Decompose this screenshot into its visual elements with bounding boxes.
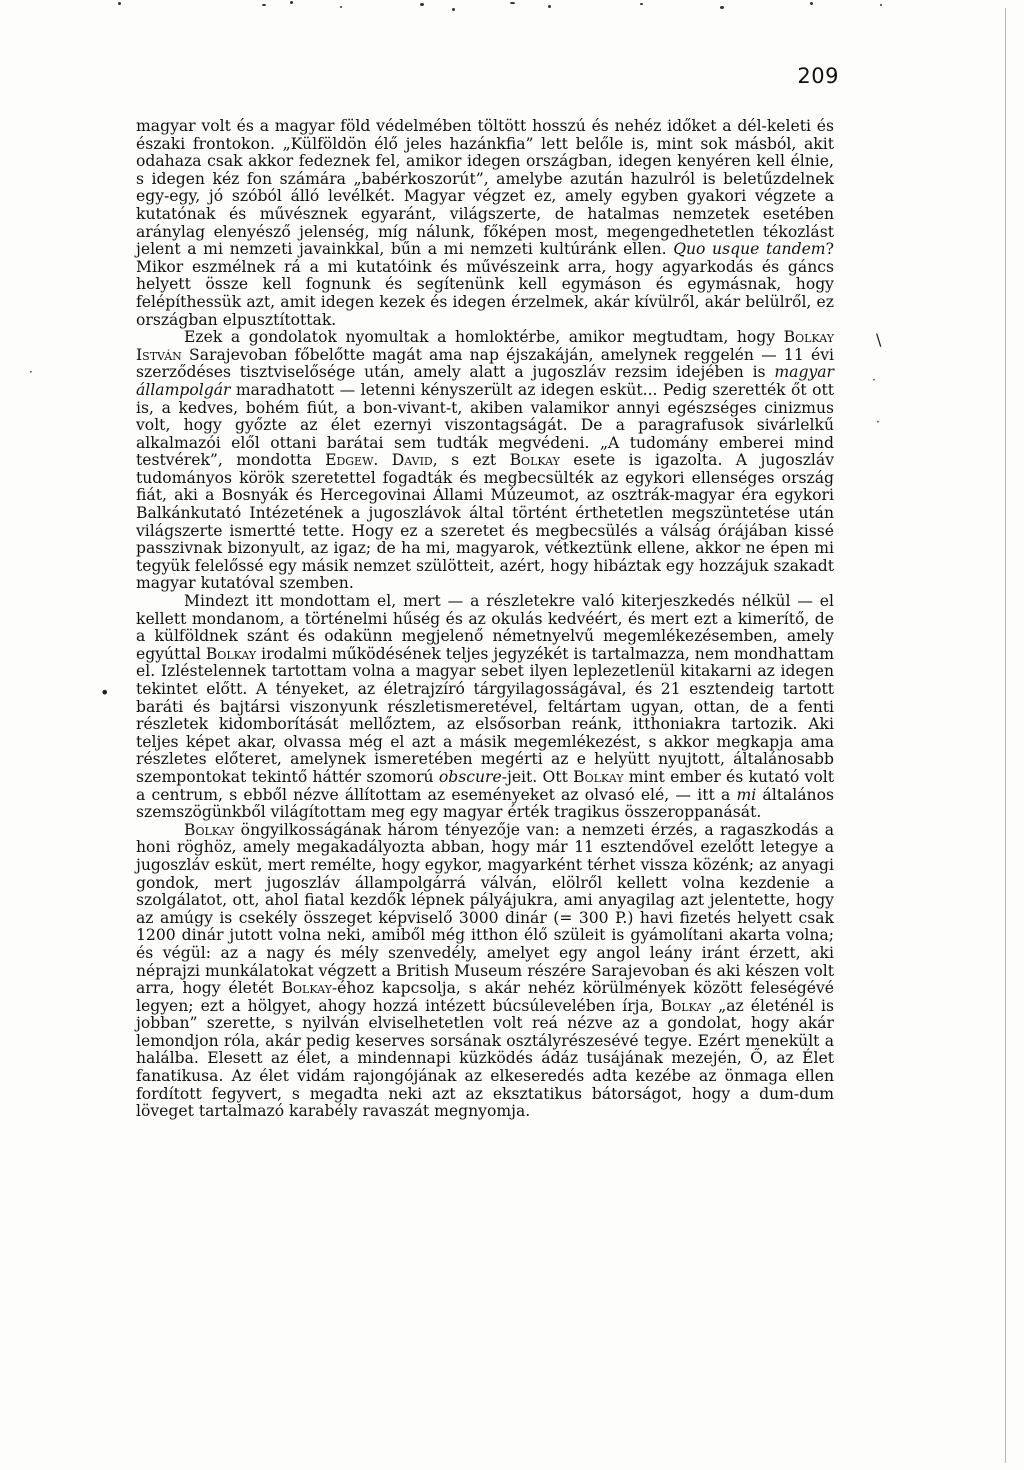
text-segment: ? Mikor eszmélnek rá a mi kutatóink és művészeink arra, hogy agyarkodás és gáncs helyett össze kell fognunk és segítenünk kell egymáson és egymásnak, hogy felépíthessük azt, amit idegen kezek és idegen érzelmek, akár kívülről, akár belülről, ez országban elpusztítottak. [136,240,834,329]
text-segment: maradhatott — letenni kényszerült az idegen esküt... Pedig szerették őt ott is, a kedves, bohém fiút, a bon-vivant-t, akiben valamikor annyi egészséges cinizmus volt, hogy győzte az élet ezernyi viszontagságát. De a paragrafusok sivárlelkű alkalmazói elől ottani barátai sem tudták megvédeni. „A tudomány emberei mind testvérek”, mondotta [136,380,834,470]
text-segment: esete is igazolta. A jugoszláv tudományos körök szeretettel fogadták és megbecsülték az egykori ellenséges ország fiát, aki a Bosnyák és Hercegovinai Állami Múzeumot, az osztrák-magyar éra egykori Balkánkutató Intézetének a jugoszlávok által történt érthetetlen megszüntetése után világszerte ismertté tette. Hogy ez a szeretet és megbecsülés a válság órájában kissé passzivnak bizonyult, az igaz; de ha mi, magyarok, vétkeztünk ellene, akkor ne épen mi tegyük felelőssé egy másik nemzet szülötteit, azért, hogy hibáztak egy hozzájuk szakadt magyar kutatóval szemben. [136,451,835,593]
text-segment: -jeit. Ott [501,767,574,786]
text-segment: Bolkay [509,451,560,470]
text-segment: , s ezt [432,451,510,470]
text-segment: Mindezt itt mondottam el, mert — a részletekre való kiterjeszkedés nélkül — el kellett mondanom, a történelmi hűség és az okulás kedvéért, és mert ezt a kimerítő, de a külföldnek szánt és odakünn megjelenő németnyelvű megemlékezésemben, amely egyúttal [136,592,834,663]
text-segment: mi [736,785,757,804]
text-segment: -éhoz kapcsolja, s akár nehéz körülmények között feleségévé legyen; ezt a hölgyet, ahogy hozzá intézett búcsúlevelében írja, [136,979,834,1015]
text-segment: általános szemszögünkből világítottam meg egy magyar érték tragikus összeroppanását. [136,785,834,822]
text-segment: mint ember és kutató volt a centrum, s ebből nézve állítottam az eseményeket az olvasó elé, — itt a [136,767,834,804]
text-segment: Ezek a gondolatok nyomultak a homloktérbe, amikor megtudtam, hogy [184,328,784,347]
scan-right-edge [1005,8,1006,1463]
margin-mark: \ [876,330,882,349]
text-segment: Bolkay [660,996,712,1015]
paragraph [136,822,834,1121]
text-segment: Edgew. David [325,451,433,470]
margin-dot: · [876,415,880,429]
text-segment: Bolkay [205,644,257,663]
page-number: 209 [797,64,839,88]
text-segment: Bolkay [184,820,235,839]
paragraph [136,329,834,593]
paragraph [136,118,834,329]
text-segment: magyar állampolgár [136,363,834,399]
text-segment: Bolkay [281,979,332,998]
paragraph [136,593,834,822]
body-text [136,118,834,1121]
text-segment: irodalmi működésének teljes jegyzékét is tartalmazza, nem mondhattam el. Izléstelennek tartottam volna a magyar sebet ilyen leplezetlenül kitakarni az idegen tekintet előtt. A tényeket, az életrajzíró tárgyilagosságával, és 21 esztendeig tartott baráti és bajtársi viszonyunk részletismeretével, feltártam ugyan, ottan, de a fenti részletek kidomborítását mellőztem, az elsősorban reánk, itthoniakra tartozik. Aki teljes képet akar, olvassa még el azt a másik megemlékezést, s akkor megkapja ama részletes előteret, amelynek ismeretében megérti az e helyütt nyujtott, általánosabb szempontokat tekintő háttér szomorú [136,644,834,786]
text-segment: öngyilkosságának három tényezője van: a nemzeti érzés, a ragaszkodás a honi röghöz, amely megakadályozta abban, hogy már 11 esztendővel ezelőtt letegye a jugoszláv esküt, mert remélte, hogy egykor, magyarként térhet vissza közénk; az anyagi gondok, mert jugoszláv állampolgárrá válván, elölről kellett volna kezdenie a szolgálatot, ott, ahol fiatal kezdők lépnek pályájukra, ami anyagilag azt jelentette, hogy az amúgy is csekély összeget képviselő 3000 dinár (= 300 P.) havi fizetés helyett csak 1200 dinár jutott volna neki, amiből még itthon élő szüleit is gyámolítani akarta volna; és végül: az a nagy és mély szenvedély, amelyet egy angol leány iránt érzett, aki néprajzi munkálatokat végzett a British Museum részére Sarajevoban és aki készen volt arra, hogy életét [136,820,834,998]
text-segment: Sarajevoban főbelőtte magát ama nap éjszakáján, amelynek reggelén — 11 évi szerződéses tisztviselősége után, amely alatt a jugoszláv rezsim idejében is [136,345,834,382]
text-segment: Bolkay [573,767,624,786]
margin-dot: • [100,683,110,702]
scan-noise-top-edge [0,0,1024,14]
text-segment: obscure [438,767,502,786]
text-segment: „az életénél is jobban” szerette, s nyilván elviselhetetlen volt reá nézve az a gondolat, hogy akár lemondjon róla, akár pedig keserves sorsának osztályrészesévé tegye. Ezért menekült a halálba. Elesett az élet, a mindennapi küzködés ádáz tusájának mezején, Ő, az Élet fanatikusa. Az élet vidám rajongójának az elkeseredés adta kezébe az önmaga ellen fordított fegyvert, s megadta neki azt az eksztatikus bátorságot, hogy a dum-dum löveget tartalmazó karabély ravaszát megnyomja. [136,996,834,1121]
margin-dot: · [872,373,876,387]
text-segment: Quo usque tandem [673,240,826,259]
text-segment: Bolkay István [136,328,834,364]
margin-dot: · [29,365,33,379]
text-segment: magyar volt és a magyar föld védelmében töltött hosszú és nehéz időket a dél-keleti és északi frontokon. „Külföldön élő jeles hazánkfia” lett belőle is, mint sok másból, akit odahaza csak akkor fedeznek fel, amikor idegen országban, idegen kenyéren kell élnie, s idegen kéz fon számára „babérkoszorút”, amelybe azután hazulról is beletűzdelnek egy-egy, jó szóból álló levélkét. Magyar végzet ez, amely egyben gyakori végzete a kutatónak és művésznek egyaránt, világszerte, de hatalmas nemzetek esetében aránylag elenyésző jelenség, míg nálunk, főképen most, megengedhetetlen tékozlást jelent a mi nemzeti javainkkal, bűn a mi nemzeti kultúránk ellen. [136,117,834,259]
